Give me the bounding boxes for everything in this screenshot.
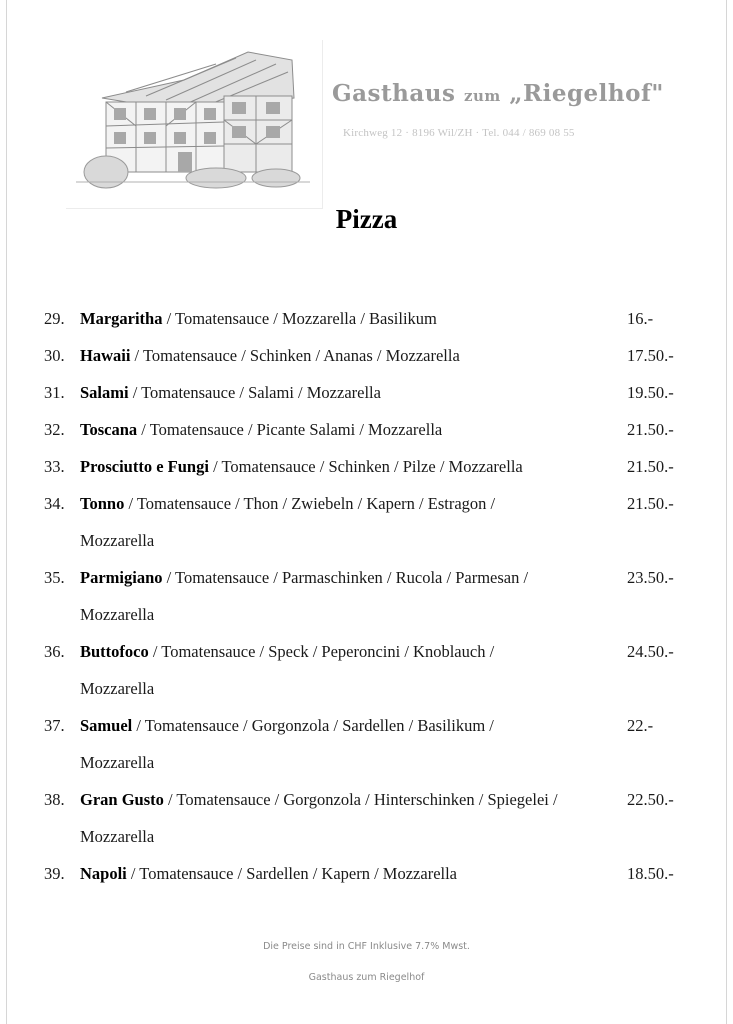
item-ingredients: / Tomatensauce / Schinken / Pilze / Mozzarella [208, 457, 523, 476]
item-number: 30. [44, 346, 65, 365]
item-ingredients: / Tomatensauce / Picante Salami / Mozzarella [137, 420, 443, 439]
menu-item [0, 855, 733, 892]
farmhouse-sketch-icon [66, 40, 322, 208]
item-ingredients: / Tomatensauce / Gorgonzola / Hinterschinken / Spiegelei / Mozzarella [80, 790, 558, 846]
item-ingredients: / Tomatensauce / Schinken / Ananas / Mozzarella [130, 346, 460, 365]
item-price: 18.50.- [627, 864, 674, 883]
item-name: Tonno [80, 494, 125, 513]
menu-item [0, 633, 733, 707]
menu-item [0, 337, 733, 374]
item-ingredients: / Tomatensauce / Gorgonzola / Sardellen / Basilikum / Mozzarella [80, 716, 494, 772]
item-name: Hawaii [80, 346, 131, 365]
restaurant-name [332, 80, 664, 107]
item-name: Toscana [80, 420, 138, 439]
menu-item [0, 559, 733, 633]
item-price: 17.50.- [627, 346, 674, 365]
item-number: 33. [44, 457, 65, 476]
item-price: 22.- [627, 716, 654, 735]
item-ingredients: / Tomatensauce / Speck / Peperoncini / Knoblauch / Mozzarella [80, 642, 495, 698]
item-number: 34. [44, 494, 65, 513]
menu-item [0, 300, 733, 337]
item-number: 31. [44, 383, 65, 402]
item-number: 38. [44, 790, 65, 809]
item-price: 23.50.- [627, 568, 674, 587]
item-name: Salami [80, 383, 129, 402]
item-price: 21.50.- [627, 457, 674, 476]
restaurant-address: Kirchweg 12 · 8196 Wil/ZH · Tel. 044 / 869 08 55 [343, 127, 575, 139]
item-number: 35. [44, 568, 65, 587]
item-ingredients: / Tomatensauce / Mozzarella / Basilikum [162, 309, 437, 328]
item-price: 19.50.- [627, 383, 674, 402]
menu-item [0, 485, 733, 559]
item-name: Buttofoco [80, 642, 149, 661]
menu-item [0, 781, 733, 855]
item-number: 29. [44, 309, 65, 328]
item-ingredients: / Tomatensauce / Salami / Mozzarella [128, 383, 381, 402]
item-number: 32. [44, 420, 65, 439]
item-name: Napoli [80, 864, 127, 883]
menu-item [0, 707, 733, 781]
item-number: 37. [44, 716, 65, 735]
item-price: 22.50.- [627, 790, 674, 809]
item-number: 39. [44, 864, 65, 883]
item-price: 21.50.- [627, 420, 674, 439]
item-ingredients: / Tomatensauce / Thon / Zwiebeln / Kapern / Estragon / Mozzarella [80, 494, 496, 550]
restaurant-name-part1: Gasthaus [332, 80, 456, 107]
item-name: Prosciutto e Fungi [80, 457, 209, 476]
item-name: Parmigiano [80, 568, 163, 587]
item-name: Gran Gusto [80, 790, 164, 809]
farmhouse-illustration [66, 40, 323, 209]
menu-title: Pizza [335, 204, 398, 234]
restaurant-name-part3: „Riegelhof" [509, 80, 664, 107]
vat-note: Die Preise sind in CHF Inklusive 7.7% Mwst. [263, 941, 470, 952]
footer-restaurant-name: Gasthaus zum Riegelhof [308, 972, 425, 983]
item-price: 24.50.- [627, 642, 674, 661]
item-name: Samuel [80, 716, 133, 735]
item-price: 16.- [627, 309, 654, 328]
restaurant-name-part2: zum [463, 87, 501, 105]
item-name: Margaritha [80, 309, 163, 328]
item-price: 21.50.- [627, 494, 674, 513]
menu-item [0, 411, 733, 448]
pizza-menu-list [0, 300, 733, 892]
menu-item [0, 374, 733, 411]
menu-item [0, 448, 733, 485]
item-ingredients: / Tomatensauce / Parmaschinken / Rucola / Parmesan / Mozzarella [80, 568, 529, 624]
item-ingredients: / Tomatensauce / Sardellen / Kapern / Mozzarella [126, 864, 458, 883]
item-number: 36. [44, 642, 65, 661]
